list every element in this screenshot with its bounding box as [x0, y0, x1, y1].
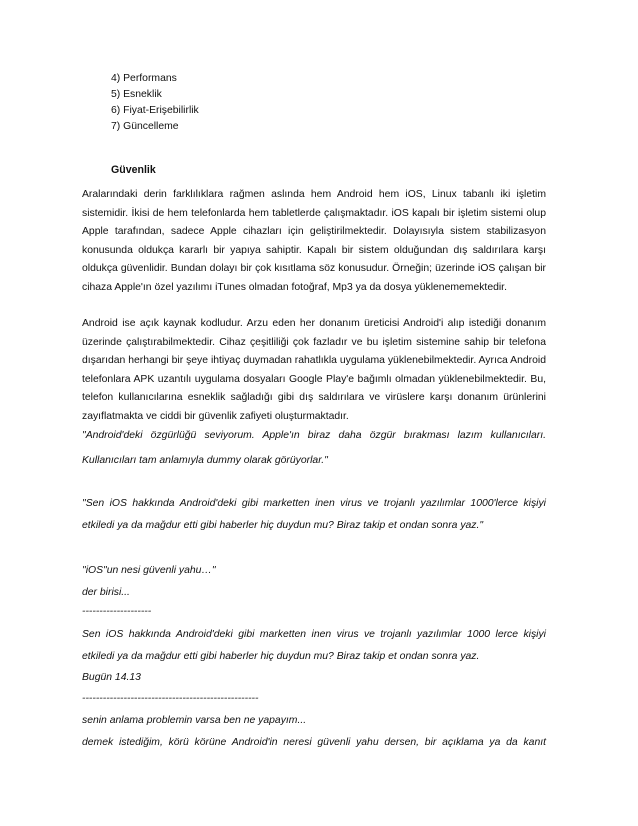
reply-line-4: demek istediğim, körü körüne Android'in neresi güvenli yahu dersen, bir açıklama ya da kanıt [82, 737, 546, 748]
list-item: 5) Esneklik [111, 89, 162, 100]
list-item: 6) Fiyat-Erişebilirlik [111, 105, 199, 116]
reply-line-1: Sen iOS hakkında Android'deki gibi marketten inen virus ve trojanlı yazılımlar 1000 lerce kişiyi [82, 629, 546, 640]
divider: -------------------- [82, 606, 152, 617]
security-paragraph-ios: Aralarındaki derin farklılıklara rağmen aslında hem Android hem iOS, Linux tabanlı iki işletim sistemidir. İkisi de hem telefonlarda hem tabletlerde çalışmaktadır. iOS kapalı bir işletim sistemi olup Apple tarafından, sadece Apple cihazları için geliştirilmektedir. Dolayısıyla sistem stabilizasyon konusunda oldukça kararlı bir yapıya sahiptir. Kapalı bir sistem olduğundan dış saldırılara karşı oldukça güvenlidir. Bundan dolayı bir çok kısıtlama söz konusudur. Örneğin; üzerinde iOS çalışan bir cihaza Apple'ın özel yazılımı iTunes olmadan fotoğraf, Mp3 ya da dosya yüklenememektedir. [82, 189, 546, 293]
list-item: 4) Performans [111, 73, 177, 84]
quote-2-line-1: "Sen iOS hakkında Android'deki gibi marketten inen virus ve trojanlı yazılımlar 1000'lerce kişiyi [82, 498, 546, 509]
security-paragraph-android: Android ise açık kaynak kodludur. Arzu eden her donanım üreticisi Android'i alıp istediği donanım üzerinde çalıştırabilmektedir. Cihaz çeşitliliği çok fazladır ve bu işletim sistemine sahip bir telefona dışarıdan herhangi bir şeye ihtiyaç duymadan rahatlıkla uygulama yüklenebilmektedir. Ayrıca Android telefonlara APK uzantılı uygulama dosyaları Google Play'e bağımlı olmadan yüklenebilmektedir. Bu, telefon kullanıcılarına esneklik sağladığı gibi dış saldırılara ve virüslere karşı donanım ürünlerini zayıflatmakta ve ciddi bir güvenlik zafiyeti oluşturmaktadır. [82, 318, 546, 422]
criteria-list [111, 71, 199, 135]
quote-3-attribution: der birisi... [82, 587, 130, 598]
quote-1-line-2: Kullanıcıları tam anlamıyla dummy olarak görüyorlar." [82, 455, 328, 466]
quote-3-line: "iOS"un nesi güvenli yahu…" [82, 565, 216, 576]
reply-timestamp: Bugün 14.13 [82, 672, 141, 683]
reply-line-2: etkiledi ya da mağdur etti gibi haberler hiç duydun mu? Biraz takip et ondan sonra yaz. [82, 651, 480, 662]
reply-line-3: senin anlama problemin varsa ben ne yapayım... [82, 715, 307, 726]
list-item: 7) Güncelleme [111, 121, 179, 132]
divider: --------------------------------------------------- [82, 693, 259, 704]
quote-2-line-2: etkiledi ya da mağdur etti gibi haberler hiç duydun mu? Biraz takip et ondan sonra yaz." [82, 520, 484, 531]
quote-1-line-1: "Android'deki özgürlüğü seviyorum. Apple'ın biraz daha özgür bırakması lazım kullanıcıları. [82, 430, 546, 441]
section-heading-security: Güvenlik [111, 164, 156, 176]
